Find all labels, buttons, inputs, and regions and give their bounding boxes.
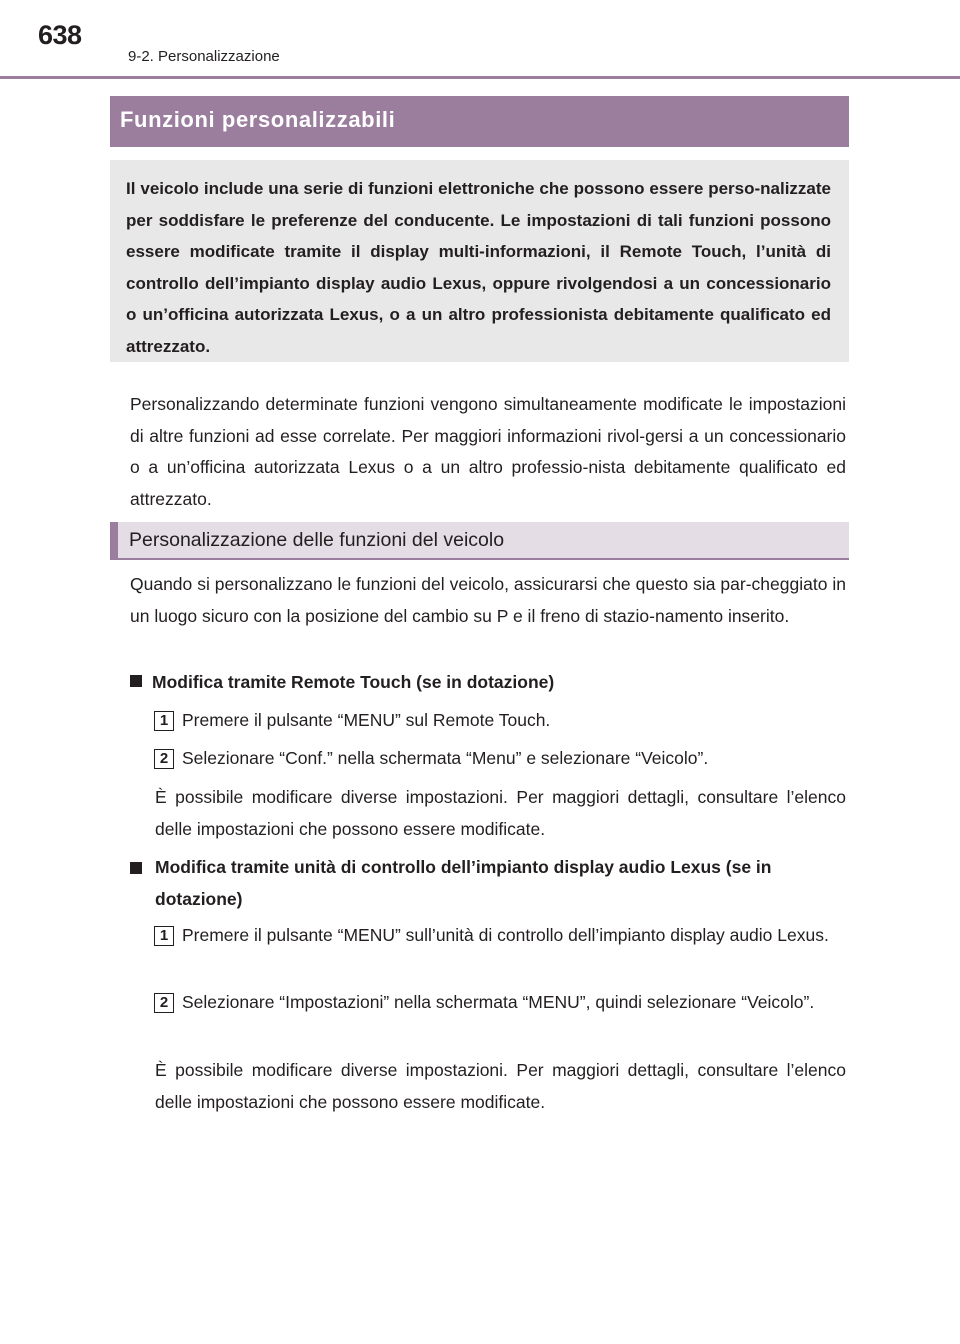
intro-text: Il veicolo include una serie di funzioni elettroniche che possono essere perso-nalizzate per soddisfare le preferenze del conducente. Le impostazioni di tali funzioni possono essere modificate tramite il display multi-informazioni, il Remote Touch, l’unità di controllo dell’impianto display audio Lexus, oppure rivolgendosi a un concessionario o un’officina autorizzata Lexus, o a un altro professionista debitamente qualificato ed attrezzato.: [126, 179, 831, 356]
subheading-band: [110, 522, 849, 560]
display-audio-heading: [130, 852, 846, 915]
page-title: Funzioni personalizzabili: [120, 107, 396, 132]
page-number: 638: [38, 20, 82, 50]
paragraph-related-functions: Personalizzando determinate funzioni vengono simultaneamente modificate le impostazioni di altre funzioni ad esse correlate. Per maggiori informazioni rivol-gersi a un concessionario o a un’officina autorizzata Lexus o a un altro professio-nista debitamente qualificato ed attrezzato.: [130, 394, 846, 509]
step-number-badge: 2: [154, 993, 174, 1013]
remote-touch-step-1: Premere il pulsante “MENU” sul Remote Touch.: [182, 710, 551, 730]
display-audio-heading-text: Modifica tramite unità di controllo dell’impianto display audio Lexus (se in dotazione): [155, 857, 772, 909]
remote-touch-step-2: Selezionare “Conf.” nella schermata “Menu” e selezionare “Veicolo”.: [182, 748, 709, 768]
intro-box: [110, 160, 849, 362]
remote-touch-heading: [130, 667, 846, 699]
square-bullet-icon: [130, 675, 142, 687]
step-number-badge: 1: [154, 926, 174, 946]
display-audio-step-1: Premere il pulsante “MENU” sull’unità di controllo dell’impianto display audio Lexus.: [182, 925, 829, 945]
remote-touch-heading-text: Modifica tramite Remote Touch (se in dotazione): [152, 672, 555, 692]
section-title: 9-2. Personalizzazione: [128, 48, 280, 65]
step-number-badge: 1: [154, 711, 174, 731]
header-divider: [0, 76, 960, 79]
subheading-accent-bar: [110, 522, 118, 560]
display-audio-note: È possibile modificare diverse impostazioni. Per maggiori dettagli, consultare l’elenco delle impostazioni che possono essere modificate.: [155, 1060, 846, 1112]
square-bullet-icon: [130, 862, 142, 874]
display-audio-step-2: Selezionare “Impostazioni” nella schermata “MENU”, quindi selezionare “Veicolo”.: [182, 992, 815, 1012]
page-title-band: [110, 96, 849, 147]
paragraph-safety-note: Quando si personalizzano le funzioni del veicolo, assicurarsi che questo sia par-cheggiato in un luogo sicuro con la posizione del cambio su P e il freno di stazio-namento inserito.: [130, 574, 846, 626]
remote-touch-note: È possibile modificare diverse impostazioni. Per maggiori dettagli, consultare l’elenco delle impostazioni che possono essere modificate.: [155, 787, 846, 839]
step-number-badge: 2: [154, 749, 174, 769]
subheading: Personalizzazione delle funzioni del veicolo: [129, 529, 505, 551]
